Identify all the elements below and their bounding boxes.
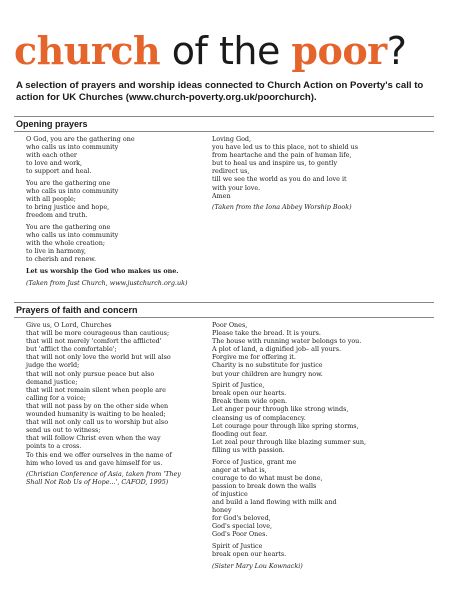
opening-prayers-heading: Opening prayers xyxy=(16,119,88,129)
opening-prayer-right-column xyxy=(212,135,392,215)
prayer-stanza: Poor Ones, Please take the bread. It is yours. The house with running water belongs to you. A plot of land, a dignified job– all yours. Forgive me for offering it. Charity is no substitute for justice but your children are hungry now. xyxy=(212,321,362,378)
section-divider-opening xyxy=(14,116,434,117)
title-question-mark: ? xyxy=(386,29,407,73)
prayer-stanza: O God, you are the gathering one who calls us into community with each other to love and work, to support and heal. xyxy=(26,135,135,176)
prayer-closing-line: Let us worship the God who makes us one. xyxy=(26,266,179,275)
faith-concern-heading: Prayers of faith and concern xyxy=(16,305,138,315)
faith-prayer-right-column xyxy=(212,321,394,573)
title-of-the: of the xyxy=(160,29,292,73)
faith-prayer-left-column xyxy=(26,321,208,490)
prayer-stanza: Spirit of Justice, break open our hearts. Break them wide open. Let anger pour through like strong winds, cleansing us of complacency. Let courage pour through like spring storms, flooding out fear. Let zeal pour through like blazing summer sun, filling us with passion. xyxy=(212,381,367,454)
section-underline-faith xyxy=(14,317,434,318)
prayer-stanza: Loving God, you have led us to this place, not to shield us from heartache and the pain of human life, but to heal us and inspire us, to gently redirect us, till we see the world as you do and love it with your love. Amen xyxy=(212,135,358,200)
prayer-source: (Taken from the Iona Abbey Worship Book) xyxy=(212,203,352,212)
prayer-stanza: Force of Justice, grant me anger at what is, courage to do what must be done, passion to break down the walls of injustice and build a land flowing with milk and honey for God's beloved, God's special love, God's Poor Ones. xyxy=(212,457,337,539)
prayer-source: (Taken from Just Church, www.justchurch.org.uk) xyxy=(26,278,188,287)
intro-text: A selection of prayers and worship ideas connected to Church Action on Poverty's call to action for UK Churches (www.church-poverty.org.uk/poorchurch). xyxy=(16,80,424,103)
page-title xyxy=(14,28,406,74)
title-church: church xyxy=(14,28,161,73)
prayer-source: (Christian Conference of Asia, taken from 'They Shall Not Rob Us of Hope...', CAFOD, 1995) xyxy=(26,470,181,487)
section-underline-opening xyxy=(14,131,434,132)
opening-prayer-left-column xyxy=(26,135,206,290)
title-poor: poor xyxy=(291,28,387,73)
prayer-source: (Sister Mary Lou Kownacki) xyxy=(212,561,303,570)
prayer-stanza: Give us, O Lord, Churches that will be more courageous than cautious; that will not merely 'comfort the afflicted' but 'afflict the comfortable'; that will not only love the world but will also judge the world; that will not only pursue peace but also demand justice; that will not remain silent when people are calling for a voice; that will not pass by on the other side when wounded humanity is waiting to be healed; that will not only call us to worship but also send us out to witness; that will follow Christ even when the way points to a cross. To this end we offer ourselves in the name of him who loved us and gave himself for us. xyxy=(26,321,172,467)
prayer-stanza: You are the gathering one who calls us into community with the whole creation; to live in harmony, to cherish and renew. xyxy=(26,222,119,264)
prayer-stanza: You are the gathering one who calls us into community with all people; to bring justice and hope, freedom and truth. xyxy=(26,178,119,220)
prayer-stanza: Spirit of Justice break open our hearts. xyxy=(212,541,287,559)
section-divider-faith xyxy=(14,302,434,303)
